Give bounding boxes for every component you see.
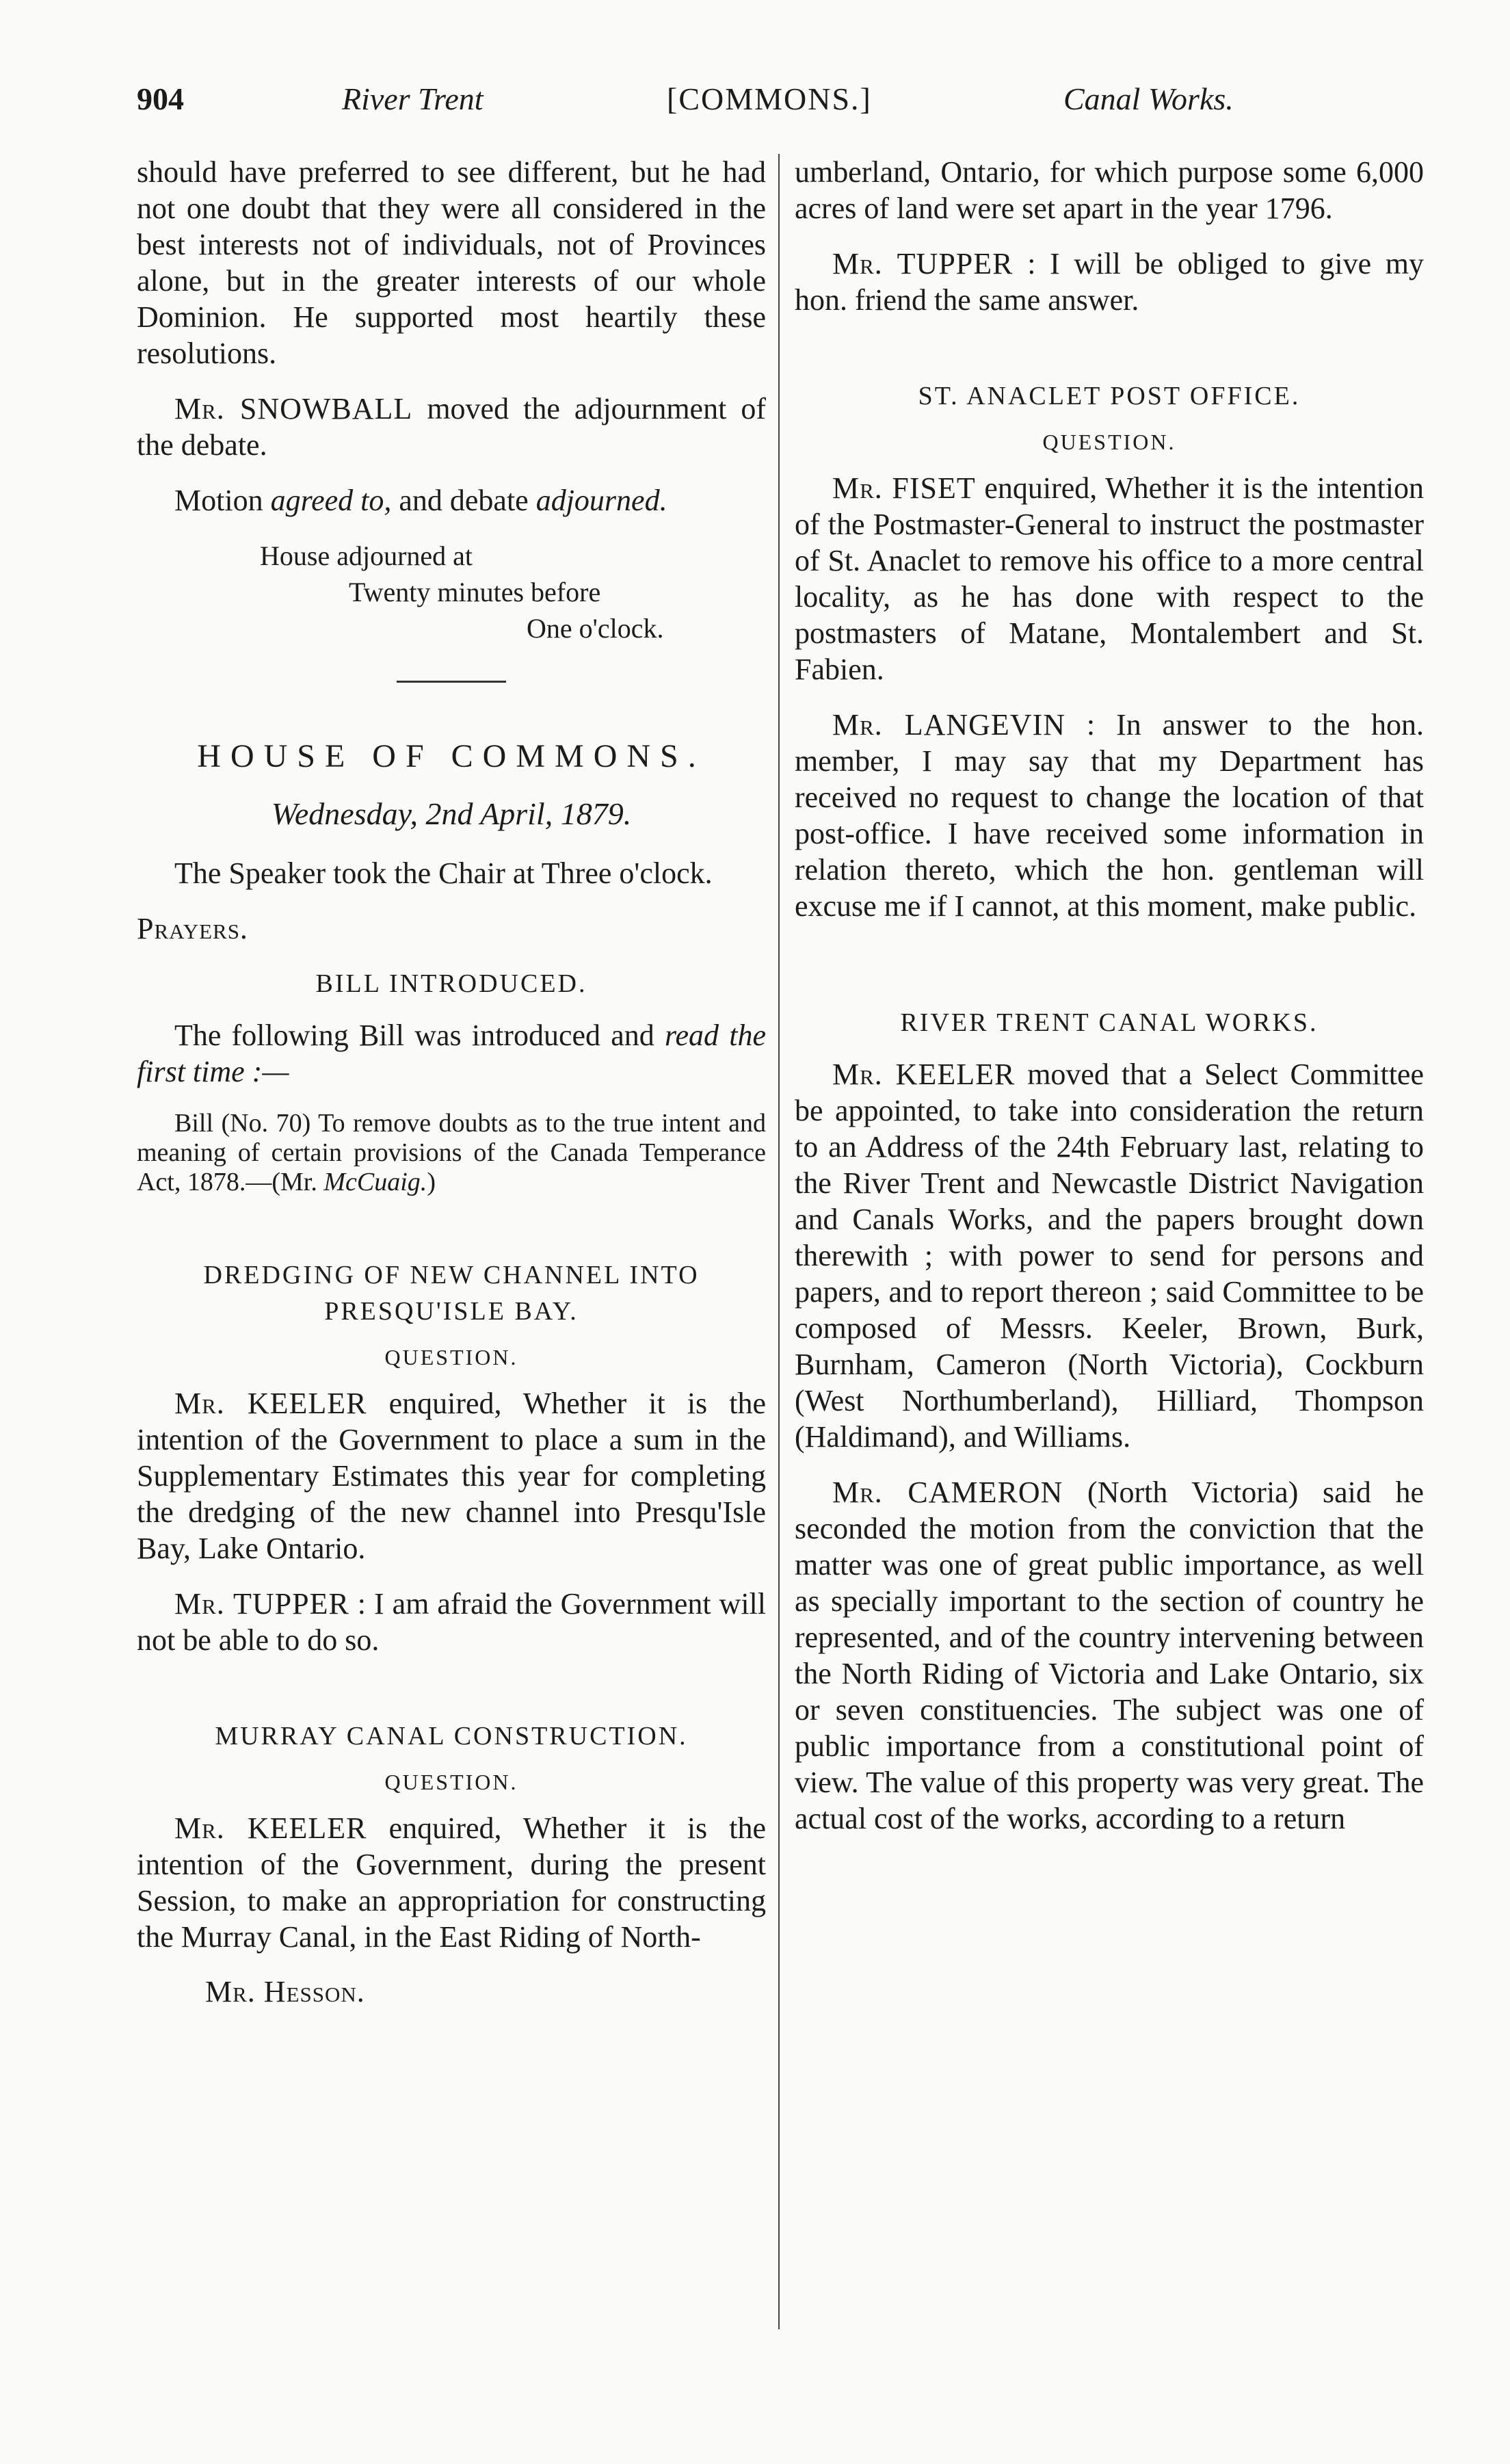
bill-heading: BILL INTRODUCED.: [315, 969, 587, 998]
speaker-chair: The Speaker took the Chair at Three o'clock.: [174, 856, 713, 890]
speaker-name: Mr. KEELER: [174, 1811, 367, 1845]
prayers-label: Prayers.: [137, 912, 248, 945]
speaker-name: Mr. TUPPER: [174, 1587, 349, 1621]
header-left-title: River Trent: [342, 81, 484, 116]
motion-italic: agreed to,: [270, 484, 392, 517]
house-heading: HOUSE OF COMMONS.: [197, 738, 706, 774]
motion-text: Motion: [174, 484, 271, 517]
dredging-heading: DREDGING OF NEW CHANNEL INTO PRESQU'ISLE BAY.: [203, 1261, 700, 1326]
speaker-name: Mr. KEELER: [174, 1387, 367, 1420]
bill-body: Bill (No. 70) To remove doubts as to the true intent and meaning of certain provisions of the Canada Temperance Act, 1878.—(Mr.: [137, 1109, 766, 1196]
question-label: QUESTION.: [384, 1770, 518, 1794]
continued-paragraph: should have preferred to see different, but he had not one doubt that they were all considered in the best interests not of individuals, not of Provinces alone, but in the greater interests of our whole Dominion. He supported most heartily these resolutions.: [137, 155, 766, 370]
column-divider: [778, 154, 780, 2329]
speech-text: enquired, Whether it is the intention of the Postmaster-General to instruct the postmaster of St. Anaclet to remove his office to a more central locality, as he has done with respect to the postmasters of Matane, Montalembert and St. Fabien.: [795, 471, 1424, 686]
question-label: QUESTION.: [384, 1345, 518, 1369]
speech-text: : I will be obliged to give my hon. friend the same answer.: [795, 247, 1424, 317]
page-number: 904: [137, 81, 184, 116]
bill-intro-text: The following Bill was introduced and: [174, 1019, 665, 1052]
adjournment-line: One o'clock.: [527, 613, 664, 644]
speech-text: enquired, Whether it is the intention of the Government to place a sum in the Supplementary Estimates this year for completing the dredging of the new channel into Presqu'Isle Bay, Lake Ontario.: [137, 1387, 766, 1565]
speaker-name: Mr. SNOWBALL: [174, 392, 413, 425]
langevin-answer: [795, 707, 1424, 924]
bill-text: [137, 1109, 766, 1197]
speech-text: enquired, Whether it is the intention of the Government, during the present Session, to make an appropriation for constructing the Murray Canal, in the East Riding of North-: [137, 1811, 766, 1954]
speaker-name: Mr. FISET: [832, 471, 976, 505]
bill-intro-italic: read the first time :—: [137, 1019, 766, 1088]
header-right-title: Canal Works.: [1063, 81, 1234, 116]
speech-text: : I am afraid the Government will not be able to do so.: [137, 1587, 767, 1657]
tupper-answer-dredging: [137, 1586, 766, 1658]
speech-text: : In answer to the hon. member, I may say that my Department has received no request to change the location of that post-office. I have received some information in relation thereto, which the hon. gentleman will excuse me if I cannot, at this moment, make public.: [795, 708, 1424, 923]
bill-intro: [137, 1017, 766, 1090]
speech-text: moved that a Select Committee be appointed, to take into consideration the return to an Address of the 24th February last, relating to the River Trent and Newcastle District Navigation and Canals Works, and the papers brought down therewith ; with power to send for persons and papers, and to report thereon ; said Committee to be composed of Messrs. Keeler, Brown, Burk, Burnham, Cameron (North Victoria), Cockburn (West Northumberland), Hilliard, Thompson (Haldimand), and Williams.: [795, 1058, 1424, 1454]
header-center-title: [COMMONS.]: [667, 81, 872, 116]
continued-paragraph: umberland, Ontario, for which purpose some 6,000 acres of land were set apart in the year 1796.: [795, 155, 1424, 225]
running-header: [0, 81, 1510, 129]
anaclet-heading: ST. ANACLET POST OFFICE.: [918, 382, 1301, 410]
speaker-name: Mr. KEELER: [832, 1058, 1016, 1091]
section-divider: [397, 681, 506, 683]
snowball-motion: [137, 391, 766, 463]
question-label: QUESTION.: [1042, 430, 1176, 454]
keeler-question-dredging: [137, 1385, 766, 1567]
speech-text: moved the adjournment of the debate.: [137, 392, 767, 462]
keeler-question-murray: [137, 1810, 766, 1955]
adjournment-line: House adjourned at: [260, 540, 473, 571]
page-signature: Mr. Hesson.: [205, 1975, 365, 2008]
murray-heading: MURRAY CANAL CONSTRUCTION.: [215, 1722, 688, 1751]
tupper-answer-murray: [795, 246, 1424, 318]
bill-close: ): [427, 1168, 436, 1196]
adjournment-line: Twenty minutes before: [349, 577, 601, 607]
motion-result: [137, 482, 766, 519]
sitting-date: Wednesday, 2nd April, 1879.: [271, 796, 632, 831]
bill-mover: McCuaig.: [323, 1168, 427, 1196]
keeler-motion: [795, 1056, 1424, 1455]
right-column: [795, 154, 1424, 1856]
left-column: [137, 154, 766, 2009]
fiset-question: [795, 470, 1424, 687]
trent-heading: RIVER TRENT CANAL WORKS.: [900, 1008, 1319, 1037]
motion-italic: adjourned.: [535, 484, 667, 517]
speaker-name: Mr. TUPPER: [832, 247, 1014, 280]
speaker-name: Mr. CAMERON: [832, 1476, 1063, 1509]
motion-text: and debate: [391, 484, 536, 517]
speaker-name: Mr. LANGEVIN: [832, 708, 1066, 742]
cameron-speech: [795, 1474, 1424, 1837]
adjournment-note: [137, 538, 766, 646]
speech-text: (North Victoria) said he seconded the motion from the conviction that the matter was one of great public importance, as well as specially important to the section of country he represented, and of the country intervening between the North Riding of Victoria and Lake Ontario, six or seven constituencies. The subject was one of public importance from a constitutional point of view. The value of this property was very great. The actual cost of the works, according to a return: [795, 1476, 1424, 1835]
